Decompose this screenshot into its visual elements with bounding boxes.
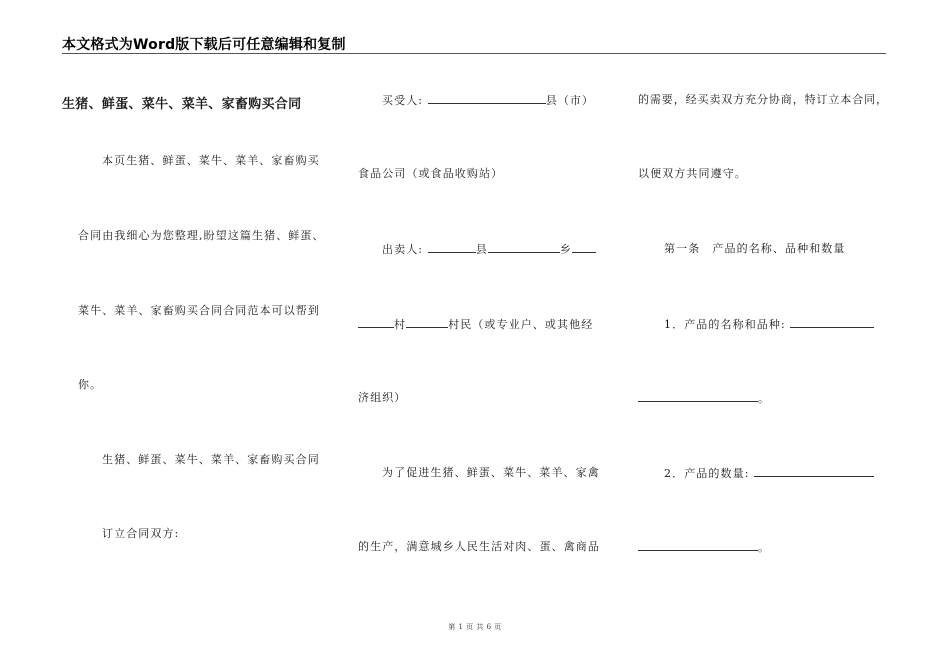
buyer-name-blank[interactable]: [428, 93, 546, 104]
column-left: [62, 0, 332, 640]
buyer-suffix: 县（市）: [545, 94, 595, 107]
item-1-label: 1．产品的名称和品种:: [664, 318, 786, 331]
seller-line-3: 济组织）: [358, 391, 407, 404]
seller-county-blank[interactable]: [428, 242, 476, 253]
parties-heading: 订立合同双方:: [102, 527, 180, 540]
seller-villager-label: 村民（或专业户、或其他经: [448, 318, 594, 331]
item-1-end: 。: [758, 392, 771, 405]
column-middle: [358, 0, 608, 640]
seller-villager-blank[interactable]: [406, 317, 448, 328]
product-quantity-blank-2[interactable]: [638, 540, 758, 551]
intro-line-3: 菜牛、菜羊、家畜购买合同合同范本可以帮到: [78, 304, 320, 317]
buyer-line: [382, 93, 594, 108]
seller-line: [382, 242, 596, 257]
intro-line-1: 本页生猪、鲜蛋、菜牛、菜羊、家畜购买: [102, 154, 320, 167]
intro-line-2: 合同由我细心为您整理,盼望这篇生猪、鲜蛋、: [78, 229, 325, 242]
seller-label: 出卖人:: [382, 243, 424, 256]
item-1-continuation: [638, 391, 770, 406]
product-quantity-blank[interactable]: [754, 466, 874, 477]
contract-title: 生猪、鲜蛋、菜牛、菜羊、家畜购买合同: [62, 97, 302, 112]
purpose-line-3: 的需要，经买卖双方充分协商，特订立本合同，: [638, 93, 888, 106]
seller-village-label: 村: [394, 318, 407, 331]
seller-county-label: 县: [475, 243, 488, 256]
buyer-label: 买受人:: [382, 94, 424, 107]
seller-village-blank[interactable]: [358, 317, 394, 328]
contract-name-line: 生猪、鲜蛋、菜牛、菜羊、家畜购买合同: [102, 453, 320, 466]
product-variety-blank[interactable]: [638, 391, 758, 402]
purpose-line-2: 的生产，满意城乡人民生活对肉、蛋、禽商品: [358, 540, 600, 553]
document-header-title: 本文格式为Word版下载后可任意编辑和复制: [62, 37, 346, 53]
seller-township-blank[interactable]: [488, 242, 560, 253]
item-2-label: 2．产品的数量:: [664, 467, 750, 480]
seller-village-prefix-blank[interactable]: [572, 242, 596, 253]
item-2-end: 。: [758, 541, 771, 554]
buyer-line-2: 食品公司（或食品收购站）: [358, 167, 504, 180]
item-1-line: [664, 317, 874, 332]
intro-line-4: 你。: [78, 378, 103, 391]
item-2-continuation: [638, 540, 770, 555]
page-number-footer: 第 1 页 共 6 页: [448, 623, 502, 631]
seller-line-2: [358, 317, 593, 332]
column-right: [638, 0, 890, 640]
item-2-line: [664, 466, 874, 481]
seller-township-label: 乡: [559, 243, 572, 256]
purpose-line-1: 为了促进生猪、鲜蛋、菜牛、菜羊、家禽: [382, 466, 600, 479]
purpose-line-4: 以便双方共同遵守。: [638, 167, 747, 180]
article-1-heading: 第一条 产品的名称、品种和数量: [664, 242, 846, 255]
product-name-blank[interactable]: [790, 317, 874, 328]
